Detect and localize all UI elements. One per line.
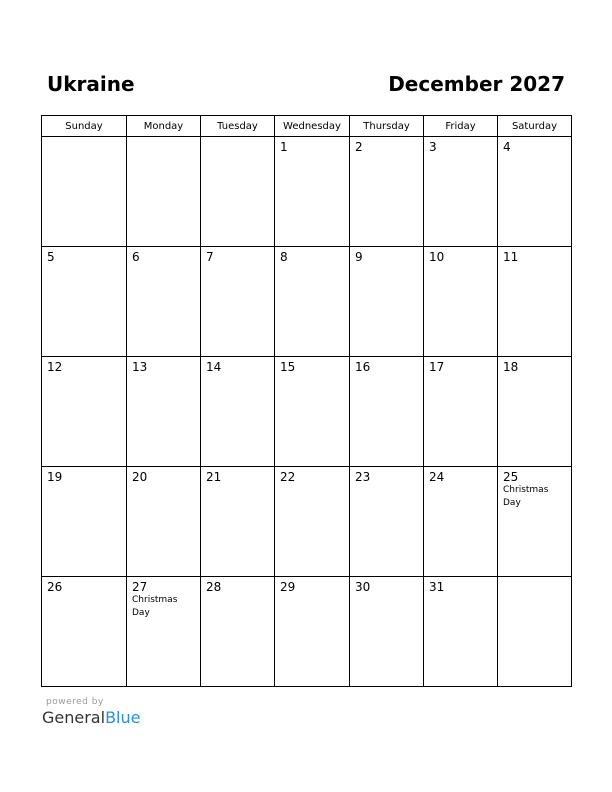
day-number: 27 bbox=[132, 580, 148, 594]
day-number: 2 bbox=[355, 140, 363, 154]
calendar-week-row bbox=[42, 577, 572, 687]
calendar-day-cell bbox=[201, 357, 275, 467]
calendar-day-cell bbox=[127, 467, 201, 577]
calendar-day-cell bbox=[424, 467, 498, 577]
weekday-header-monday: Monday bbox=[127, 116, 201, 137]
day-number: 29 bbox=[280, 580, 296, 594]
calendar-day-cell bbox=[350, 357, 424, 467]
day-number: 13 bbox=[132, 360, 148, 374]
calendar-day-cell bbox=[498, 357, 572, 467]
day-number: 7 bbox=[206, 250, 214, 264]
calendar-day-cell bbox=[275, 467, 350, 577]
weekday-header-tuesday: Tuesday bbox=[201, 116, 275, 137]
country-title: Ukraine bbox=[47, 72, 135, 96]
calendar-week-row bbox=[42, 357, 572, 467]
calendar-day-cell bbox=[498, 137, 572, 247]
calendar-day-cell bbox=[350, 137, 424, 247]
calendar-day-cell bbox=[127, 577, 201, 687]
day-number: 19 bbox=[47, 470, 63, 484]
holiday-label: Christmas Day bbox=[503, 485, 549, 508]
day-number: 18 bbox=[503, 360, 519, 374]
day-number: 16 bbox=[355, 360, 371, 374]
calendar-day-cell bbox=[127, 137, 201, 247]
calendar-day-cell bbox=[42, 247, 127, 357]
calendar-week-row bbox=[42, 247, 572, 357]
calendar-day-cell bbox=[424, 137, 498, 247]
day-number: 31 bbox=[429, 580, 445, 594]
day-number: 20 bbox=[132, 470, 148, 484]
calendar-day-cell bbox=[127, 357, 201, 467]
calendar-day-cell bbox=[201, 137, 275, 247]
calendar-day-cell bbox=[350, 247, 424, 357]
calendar-body bbox=[42, 137, 572, 687]
day-number: 22 bbox=[280, 470, 296, 484]
weekday-header-thursday: Thursday bbox=[350, 116, 424, 137]
calendar-day-cell bbox=[424, 357, 498, 467]
day-number: 14 bbox=[206, 360, 222, 374]
calendar-day-cell bbox=[350, 577, 424, 687]
calendar-day-cell bbox=[275, 247, 350, 357]
day-number: 21 bbox=[206, 470, 222, 484]
powered-by-label: powered by bbox=[46, 697, 104, 707]
weekday-header-saturday: Saturday bbox=[498, 116, 572, 137]
weekday-header-friday: Friday bbox=[424, 116, 498, 137]
day-number: 5 bbox=[47, 250, 55, 264]
day-number: 23 bbox=[355, 470, 371, 484]
weekday-header-row bbox=[42, 116, 572, 137]
calendar-day-cell bbox=[350, 467, 424, 577]
calendar-day-cell bbox=[42, 577, 127, 687]
day-number: 8 bbox=[280, 250, 288, 264]
calendar-day-cell bbox=[424, 577, 498, 687]
month-year-title: December 2027 bbox=[388, 72, 565, 96]
calendar-day-cell bbox=[201, 247, 275, 357]
calendar-day-cell bbox=[275, 577, 350, 687]
day-number: 17 bbox=[429, 360, 445, 374]
calendar-day-cell bbox=[498, 467, 572, 577]
day-number: 9 bbox=[355, 250, 363, 264]
day-number: 15 bbox=[280, 360, 296, 374]
day-number: 3 bbox=[429, 140, 437, 154]
calendar-day-cell bbox=[42, 137, 127, 247]
calendar-day-cell bbox=[42, 357, 127, 467]
calendar-day-cell bbox=[275, 357, 350, 467]
day-number: 26 bbox=[47, 580, 63, 594]
weekday-header-sunday: Sunday bbox=[42, 116, 127, 137]
calendar-day-cell bbox=[201, 577, 275, 687]
day-number: 12 bbox=[47, 360, 63, 374]
calendar-day-cell bbox=[42, 467, 127, 577]
calendar-grid bbox=[41, 115, 572, 687]
holiday-label: Christmas Day bbox=[132, 595, 178, 618]
calendar-day-cell bbox=[275, 137, 350, 247]
day-number: 30 bbox=[355, 580, 371, 594]
generalblue-logo bbox=[42, 708, 140, 728]
day-number: 25 bbox=[503, 470, 519, 484]
day-number: 11 bbox=[503, 250, 519, 264]
calendar-day-cell bbox=[424, 247, 498, 357]
day-number: 4 bbox=[503, 140, 511, 154]
calendar-day-cell bbox=[127, 247, 201, 357]
logo-text-general: General bbox=[42, 708, 106, 727]
day-number: 28 bbox=[206, 580, 222, 594]
calendar-day-cell bbox=[201, 467, 275, 577]
calendar-week-row bbox=[42, 467, 572, 577]
weekday-header-wednesday: Wednesday bbox=[275, 116, 350, 137]
logo-text-blue: Blue bbox=[105, 708, 141, 727]
calendar-week-row bbox=[42, 137, 572, 247]
day-number: 24 bbox=[429, 470, 445, 484]
calendar-day-cell bbox=[498, 247, 572, 357]
day-number: 10 bbox=[429, 250, 445, 264]
day-number: 1 bbox=[280, 140, 288, 154]
calendar-day-cell bbox=[498, 577, 572, 687]
day-number: 6 bbox=[132, 250, 140, 264]
